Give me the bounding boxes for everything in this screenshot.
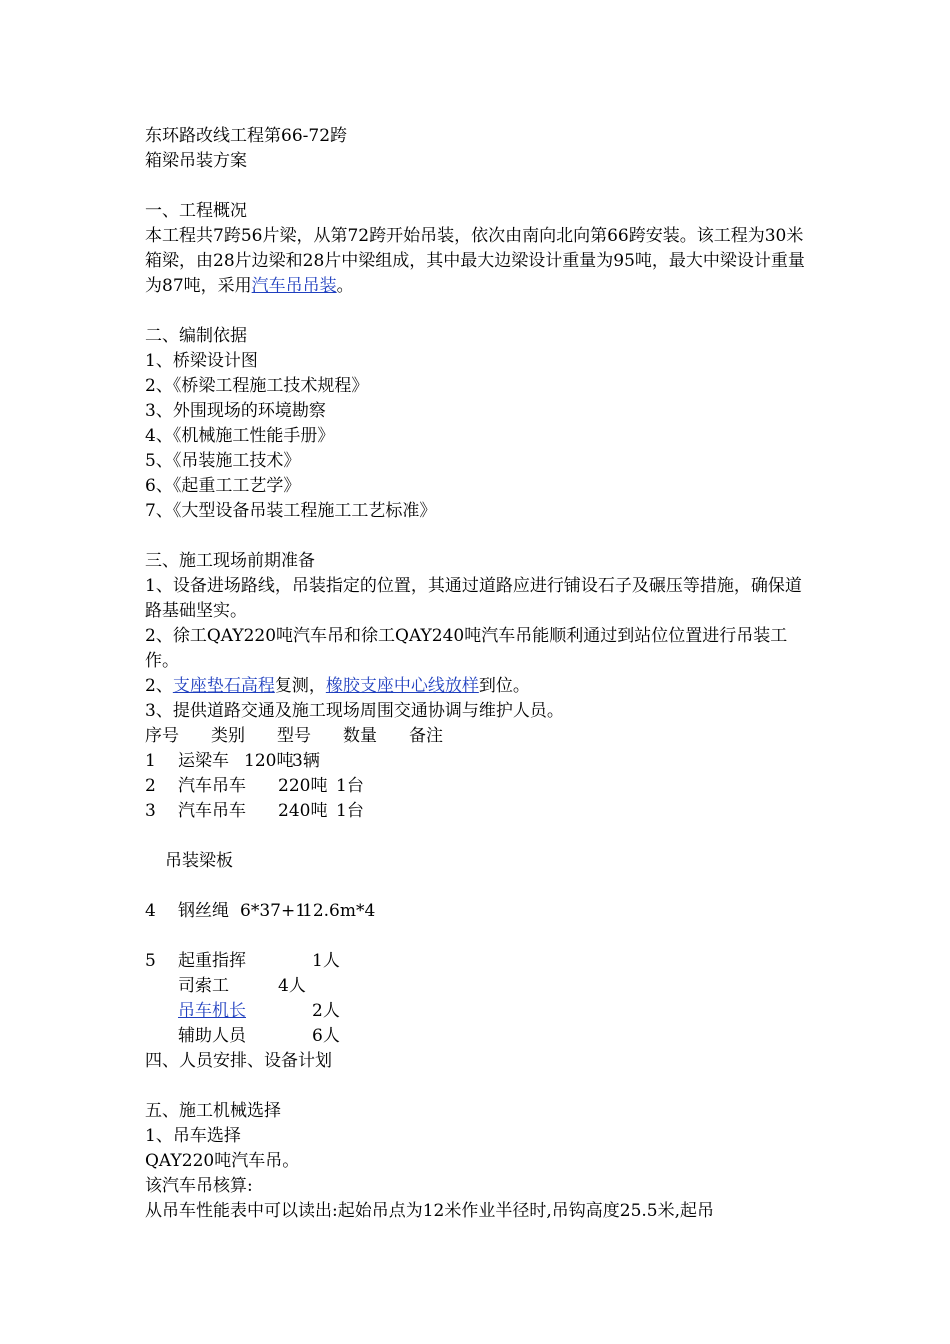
crane-performance-text: 从吊车性能表中可以读出:起始吊点为12米作业半径时,吊钩高度25.5米,起吊 bbox=[145, 1201, 715, 1221]
row-model: 120吨 bbox=[244, 751, 294, 771]
bearing-pad-elevation-link[interactable]: 支座垫石高程 bbox=[172, 676, 275, 696]
spacer bbox=[145, 924, 810, 949]
prep-item-2: 2、徐工QAY220吨汽车吊和徐工QAY240吨汽车吊能顺利通过到站位位置进行吊装工作。 bbox=[145, 626, 788, 671]
spacer bbox=[145, 524, 810, 549]
table-note: 吊装梁板 bbox=[165, 851, 233, 871]
rubber-bearing-centerline-link[interactable]: 橡胶支座中心线放样 bbox=[325, 676, 479, 696]
basis-item: 3、外围现场的环境勘察 bbox=[145, 401, 326, 421]
row-length: 12.6m*4 bbox=[302, 901, 376, 921]
header-remark: 备注 bbox=[409, 726, 443, 746]
row-qty: 1台 bbox=[336, 801, 364, 821]
row-no: 3 bbox=[145, 801, 156, 821]
crane-operator-link[interactable]: 吊车机长 bbox=[178, 1001, 246, 1021]
section1-heading: 一、工程概况 bbox=[145, 201, 247, 221]
spacer bbox=[145, 299, 810, 324]
section5-heading: 五、施工机械选择 bbox=[145, 1101, 281, 1121]
row-model: 240吨 bbox=[278, 801, 328, 821]
spacer bbox=[145, 824, 810, 849]
basis-item: 7、《大型设备吊装工程施工工艺标准》 bbox=[145, 501, 437, 521]
prep-item-4: 3、提供道路交通及施工现场周围交通协调与维护人员。 bbox=[145, 701, 564, 721]
row-type: 汽车吊车 bbox=[178, 776, 246, 796]
section1-text: 本工程共7跨56片梁，从第72跨开始吊装，依次由南向北向第66跨安装。该工程为30米箱梁，由28片边梁和28片中梁组成，其中最大边梁设计重量为95吨，最大中梁设计重量为87吨，采用 bbox=[145, 226, 805, 296]
basis-item: 5、《吊装施工技术》 bbox=[145, 451, 301, 471]
table-row bbox=[145, 974, 810, 999]
row-no: 5 bbox=[145, 951, 156, 971]
basis-item: 1、桥梁设计图 bbox=[145, 351, 258, 371]
basis-item: 6、《起重工工艺学》 bbox=[145, 476, 301, 496]
row-count: 2人 bbox=[312, 1001, 340, 1021]
prep-item-3-mid: 复测， bbox=[274, 676, 326, 696]
row-role: 辅助人员 bbox=[178, 1026, 246, 1046]
table-row bbox=[145, 749, 810, 774]
document-title-line1: 东环路改线工程第66-72跨 bbox=[145, 126, 348, 146]
row-count: 6人 bbox=[312, 1026, 340, 1046]
row-no: 2 bbox=[145, 776, 156, 796]
header-no: 序号 bbox=[145, 726, 179, 746]
crane-check: 该汽车吊核算: bbox=[145, 1176, 253, 1196]
basis-item: 4、《机械施工性能手册》 bbox=[145, 426, 335, 446]
truck-crane-hoisting-link[interactable]: 汽车吊吊装 bbox=[251, 276, 337, 296]
table-row bbox=[145, 774, 810, 799]
section5-sub1: 1、吊车选择 bbox=[145, 1126, 241, 1146]
basis-item: 2、《桥梁工程施工技术规程》 bbox=[145, 376, 369, 396]
spacer bbox=[145, 1074, 810, 1099]
section2-heading: 二、编制依据 bbox=[145, 326, 247, 346]
row-no: 4 bbox=[145, 901, 156, 921]
table-row bbox=[145, 949, 810, 974]
row-no: 1 bbox=[145, 751, 156, 771]
section1-paragraph bbox=[145, 224, 810, 299]
table-row bbox=[145, 899, 810, 924]
prep-item-3 bbox=[145, 674, 810, 699]
table-row bbox=[145, 999, 810, 1024]
row-qty: 3辆 bbox=[292, 751, 320, 771]
row-role-wrap bbox=[178, 999, 312, 1024]
prep-item-3-end: 到位。 bbox=[478, 676, 530, 696]
row-role: 司索工 bbox=[178, 976, 229, 996]
section1-text-end: 。 bbox=[336, 276, 354, 296]
row-qty: 1台 bbox=[336, 776, 364, 796]
table-row bbox=[145, 1024, 810, 1049]
spacer bbox=[145, 174, 810, 199]
row-type: 运梁车 bbox=[178, 751, 229, 771]
row-type: 汽车吊车 bbox=[178, 801, 246, 821]
document-title-line2: 箱梁吊装方案 bbox=[145, 151, 247, 171]
spacer bbox=[145, 874, 810, 899]
row-count: 4人 bbox=[278, 976, 306, 996]
row-model: 220吨 bbox=[278, 776, 328, 796]
row-role: 起重指挥 bbox=[178, 951, 246, 971]
crane-model: QAY220吨汽车吊。 bbox=[145, 1151, 300, 1171]
section4-heading: 四、人员安排、设备计划 bbox=[145, 1051, 332, 1071]
row-spec: 6*37+1 bbox=[240, 901, 307, 921]
section3-heading: 三、施工现场前期准备 bbox=[145, 551, 315, 571]
row-count: 1人 bbox=[312, 951, 340, 971]
document-page bbox=[145, 124, 810, 1224]
row-type: 钢丝绳 bbox=[178, 901, 229, 921]
header-model: 型号 bbox=[277, 726, 311, 746]
equipment-table-header bbox=[145, 724, 810, 749]
table-row bbox=[145, 799, 810, 824]
header-type: 类别 bbox=[211, 726, 245, 746]
prep-item-3-prefix: 2、 bbox=[145, 676, 173, 696]
header-qty: 数量 bbox=[343, 726, 377, 746]
prep-item-1: 1、设备进场路线，吊装指定的位置，其通过道路应进行铺设石子及碾压等措施，确保道路基础坚实。 bbox=[145, 576, 802, 621]
